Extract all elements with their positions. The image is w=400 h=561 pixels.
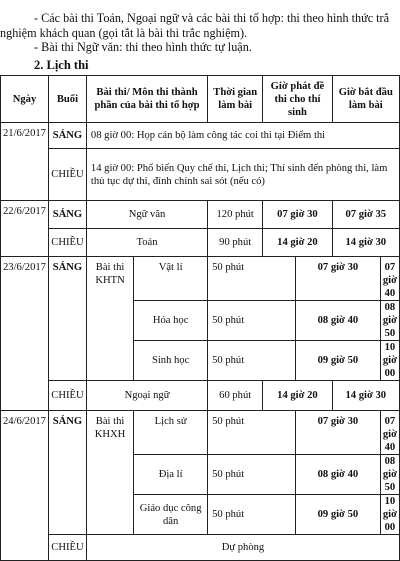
dist-time-cell: 07 giờ 30 bbox=[295, 411, 380, 455]
start-time-cell: 07 giờ 35 bbox=[332, 201, 399, 229]
subject-cell: Hóa học bbox=[134, 301, 208, 341]
date-cell: 23/6/2017 bbox=[1, 257, 49, 411]
group-cell: Bài thi KHTN bbox=[86, 257, 133, 381]
table-header-row bbox=[1, 76, 400, 123]
start-time-cell: 10 giờ 00 bbox=[380, 341, 399, 381]
subject-cell: Ngữ văn bbox=[86, 201, 207, 229]
subject-cell: Địa lí bbox=[134, 455, 208, 495]
duration-cell: 50 phút bbox=[208, 301, 296, 341]
duration-cell: 90 phút bbox=[208, 229, 263, 257]
start-time-cell: 14 giờ 30 bbox=[332, 229, 399, 257]
start-time-cell: 07 giờ 40 bbox=[380, 411, 399, 455]
header-gio-bat-dau: Giờ bắt đầu làm bài bbox=[332, 76, 399, 123]
subject-cell: Vật lí bbox=[134, 257, 208, 301]
subject-cell: Lịch sử bbox=[134, 411, 208, 455]
duration-cell: 120 phút bbox=[208, 201, 263, 229]
reserve-cell: Dự phòng bbox=[86, 535, 399, 561]
table-row bbox=[1, 229, 400, 257]
session-cell: CHIỀU bbox=[48, 229, 86, 257]
dist-time-cell: 07 giờ 30 bbox=[295, 257, 380, 301]
date-cell: 24/6/2017 bbox=[1, 411, 49, 561]
dist-time-cell: 14 giờ 20 bbox=[263, 381, 332, 411]
header-thoi-gian: Thời gian làm bài bbox=[208, 76, 263, 123]
header-gio-phat-de: Giờ phát đề thi cho thí sinh bbox=[263, 76, 332, 123]
intro-line-1: - Các bài thi Toán, Ngoại ngữ và các bài thi tổ hợp: thi theo hình thức trắ bbox=[34, 11, 390, 25]
table-row bbox=[1, 149, 400, 201]
session-cell: CHIỀU bbox=[48, 381, 86, 411]
header-bai-thi: Bài thi/ Môn thi thành phần của bài thi tổ hợp bbox=[86, 76, 207, 123]
header-ngay: Ngày bbox=[1, 76, 49, 123]
note-cell: 08 giờ 00: Họp cán bộ làm công tác coi thi tại Điểm thi bbox=[86, 123, 399, 149]
subject-cell: Ngoại ngữ bbox=[86, 381, 207, 411]
duration-cell: 50 phút bbox=[208, 495, 296, 535]
session-cell: SÁNG bbox=[48, 257, 86, 381]
section-heading: 2. Lịch thi bbox=[34, 58, 89, 72]
dist-time-cell: 09 giờ 50 bbox=[295, 495, 380, 535]
table-row bbox=[1, 381, 400, 411]
duration-cell: 60 phút bbox=[208, 381, 263, 411]
group-cell: Bài thi KHXH bbox=[86, 411, 133, 535]
start-time-cell: 10 giờ 00 bbox=[380, 495, 399, 535]
session-cell: SÁNG bbox=[48, 201, 86, 229]
intro-line-3: - Bài thi Ngữ văn: thi theo hình thức tự luận. bbox=[34, 40, 252, 54]
dist-time-cell: 08 giờ 40 bbox=[295, 455, 380, 495]
table-row bbox=[1, 123, 400, 149]
session-cell: CHIỀU bbox=[48, 535, 86, 561]
dist-time-cell: 07 giờ 30 bbox=[263, 201, 332, 229]
duration-cell: 50 phút bbox=[208, 455, 296, 495]
exam-schedule-table bbox=[0, 75, 400, 561]
session-cell: SÁNG bbox=[48, 411, 86, 535]
subject-cell: Toán bbox=[86, 229, 207, 257]
session-cell: CHIỀU bbox=[48, 149, 86, 201]
table-row bbox=[1, 535, 400, 561]
date-cell: 21/6/2017 bbox=[1, 123, 49, 201]
table-row bbox=[1, 257, 400, 301]
dist-time-cell: 09 giờ 50 bbox=[295, 341, 380, 381]
subject-cell: Sinh học bbox=[134, 341, 208, 381]
start-time-cell: 08 giờ 50 bbox=[380, 455, 399, 495]
duration-cell: 50 phút bbox=[208, 411, 296, 455]
start-time-cell: 08 giờ 50 bbox=[380, 301, 399, 341]
table-row bbox=[1, 201, 400, 229]
note-cell: 14 giờ 00: Phổ biến Quy chế thi, Lịch thi; Thí sinh đến phòng thi, làm thủ tục dự thi, đính chính sai sót (nếu có) bbox=[86, 149, 399, 201]
date-cell: 22/6/2017 bbox=[1, 201, 49, 257]
intro-line-2: nghiệm khách quan (gọi tắt là bài thi trắc nghiệm). bbox=[0, 26, 248, 40]
header-buoi: Buổi bbox=[48, 76, 86, 123]
duration-cell: 50 phút bbox=[208, 257, 296, 301]
dist-time-cell: 14 giờ 20 bbox=[263, 229, 332, 257]
session-cell: SÁNG bbox=[48, 123, 86, 149]
dist-time-cell: 08 giờ 40 bbox=[295, 301, 380, 341]
subject-cell: Giáo dục công dân bbox=[134, 495, 208, 535]
start-time-cell: 14 giờ 30 bbox=[332, 381, 399, 411]
table-row bbox=[1, 411, 400, 455]
start-time-cell: 07 giờ 40 bbox=[380, 257, 399, 301]
duration-cell: 50 phút bbox=[208, 341, 296, 381]
